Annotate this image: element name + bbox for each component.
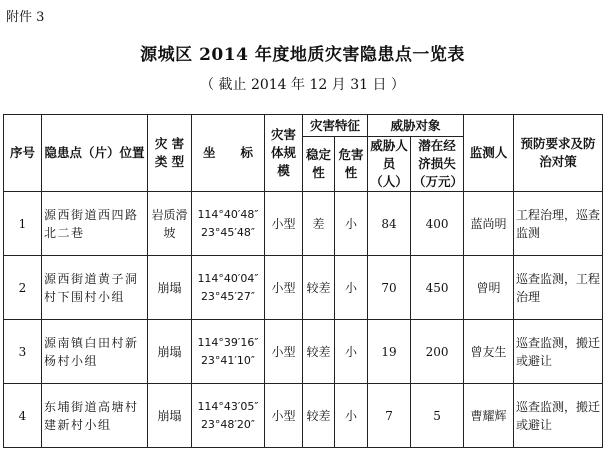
row-lat: 23°45′27″ [200,289,256,303]
row-scale: 小型 [265,256,303,320]
row-coords [192,256,265,320]
attachment-label: 附件 3 [6,10,45,25]
page-title: 源城区 2014 年度地质灾害隐患点一览表 [140,45,465,65]
header-site: 隐患点（片）位置 [42,115,148,192]
row-lon: 114°40′04″ [197,271,259,285]
hazard-table [3,114,603,448]
row-stability: 较差 [303,256,335,320]
header-stability: 稳定性 [303,137,335,192]
row-lat: 23°45′48″ [200,225,256,239]
row-danger: 小 [335,320,368,384]
table-row [4,256,603,320]
row-type: 崩塌 [148,384,192,448]
header-monitor: 监测人 [464,115,514,192]
row-measures: 巡查监测，搬迁或避让 [514,384,603,448]
row-people: 70 [368,256,411,320]
header-coords: 坐 标 [192,115,265,192]
row-lat: 23°41′10″ [200,353,256,367]
row-index: 2 [4,256,42,320]
row-measures: 工程治理，巡查监测 [514,192,603,256]
row-scale: 小型 [265,192,303,256]
header-threat-group: 威胁对象 [368,115,464,137]
row-type: 崩塌 [148,320,192,384]
row-people: 19 [368,320,411,384]
header-measures: 预防要求及防治对策 [514,115,603,192]
row-index: 1 [4,192,42,256]
row-loss: 5 [411,384,464,448]
header-danger: 危害性 [335,137,368,192]
header-type: 灾 害 类 型 [148,115,192,192]
header-index: 序号 [4,115,42,192]
row-loss: 400 [411,192,464,256]
row-type: 岩质滑坡 [148,192,192,256]
header-people: 威胁人员（人） [368,137,411,192]
header-scale: 灾害体规模 [265,115,303,192]
row-type: 崩塌 [148,256,192,320]
row-site: 源西街道黄子洞村下围村小组 [42,256,148,320]
header-loss: 潜在经济损失（万元） [411,137,464,192]
row-stability: 差 [303,192,335,256]
row-lon: 114°40′48″ [197,207,259,221]
row-coords [192,320,265,384]
row-coords [192,384,265,448]
row-lat: 23°48′20″ [200,417,256,431]
row-site: 源南镇白田村新杨村小组 [42,320,148,384]
row-people: 84 [368,192,411,256]
row-danger: 小 [335,192,368,256]
page-subtitle: （ 截止 2014 年 12 月 31 日 ） [200,77,405,93]
row-measures: 巡查监测，工程治理 [514,256,603,320]
row-loss: 200 [411,320,464,384]
row-danger: 小 [335,256,368,320]
row-scale: 小型 [265,320,303,384]
row-site: 东埔街道高塘村建新村小组 [42,384,148,448]
row-people: 7 [368,384,411,448]
table-row [4,384,603,448]
row-danger: 小 [335,384,368,448]
row-measures: 巡查监测，搬迁或避让 [514,320,603,384]
table-row [4,320,603,384]
row-monitor: 蓝尚明 [464,192,514,256]
row-index: 3 [4,320,42,384]
row-lon: 114°43′05″ [197,399,259,413]
header-features-group: 灾害特征 [303,115,368,137]
row-site: 源西街道西四路北二巷 [42,192,148,256]
row-loss: 450 [411,256,464,320]
row-lon: 114°39′16″ [197,335,259,349]
row-stability: 较差 [303,320,335,384]
row-scale: 小型 [265,384,303,448]
row-stability: 较差 [303,384,335,448]
row-monitor: 曾明 [464,256,514,320]
row-coords [192,192,265,256]
table-row [4,192,603,256]
row-monitor: 曹耀辉 [464,384,514,448]
row-index: 4 [4,384,42,448]
row-monitor: 曾友生 [464,320,514,384]
